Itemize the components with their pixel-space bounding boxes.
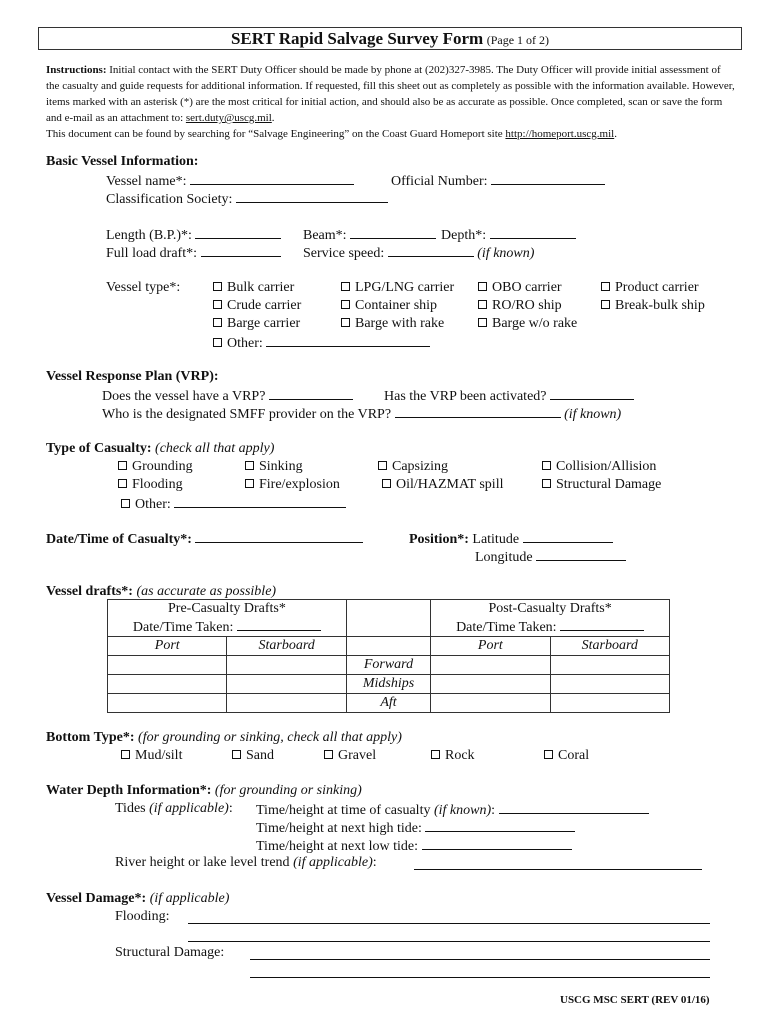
option-label: Structural Damage (556, 477, 662, 492)
bottom-note: (for grounding or sinking, check all that apply) (138, 730, 402, 745)
post-casualty-header: Post-Casualty Drafts* (431, 600, 670, 619)
option-label: Mud/silt (135, 748, 183, 763)
latitude-label: Latitude (472, 532, 520, 547)
option-label: Barge carrier (227, 316, 301, 331)
checkbox[interactable] (324, 750, 333, 759)
class-society-label: Classification Society: (106, 192, 233, 207)
class-society-field[interactable] (236, 190, 388, 203)
midships-label: Midships (346, 675, 430, 694)
vrp-q1-field[interactable] (269, 387, 353, 400)
vessel-type-product[interactable] (601, 280, 699, 296)
pre-starboard-header: Starboard (227, 637, 346, 656)
forward-label: Forward (346, 656, 430, 675)
basic-heading: Basic Vessel Information: (46, 154, 199, 169)
flooding-field-1[interactable] (188, 911, 710, 924)
high-tide-field[interactable] (425, 819, 575, 832)
checkbox[interactable] (213, 318, 222, 327)
draft-row (106, 244, 281, 262)
tide-if-known: (if known) (433, 803, 492, 818)
drafts-col-row (108, 637, 670, 656)
option-label: Barge with rake (355, 316, 445, 331)
page-indicator: (Page 1 of 2) (486, 33, 550, 47)
draft-field[interactable] (201, 244, 281, 257)
length-row (106, 226, 281, 244)
low-tide-field[interactable] (422, 837, 572, 850)
speed-label: Service speed: (303, 246, 385, 261)
datetime-label: Date/Time of Casualty*: (46, 532, 192, 547)
casualty-sinking[interactable] (245, 459, 303, 475)
bottom-gravel[interactable] (324, 748, 376, 764)
checkbox[interactable] (118, 479, 127, 488)
drafts-heading-row (46, 584, 276, 600)
class-society-row (106, 190, 388, 208)
length-label: Length (B.P.)*: (106, 228, 192, 243)
vessel-type-barge-rake[interactable] (341, 316, 444, 332)
blank-cell (346, 637, 430, 656)
damage-heading: Vessel Damage*: (46, 891, 147, 906)
instructions-text: Initial contact with the SERT Duty Officer should be made by phone at (202)327-3985. The Duty Officer will provide initial assessment of the casualty and guide requests for additional information. If requested, fill this sheet out as completely as possible with the information available. However, items marked with an asterisk (*) are the most critical for initial action, and should also be as accurate as possible. Once completed, scan or save the form and e-mail as an attachment to: (46, 64, 735, 124)
casualty-oil[interactable] (382, 477, 503, 493)
structural-field-1[interactable] (250, 947, 710, 960)
vessel-type-other[interactable] (213, 334, 430, 352)
depth-row (441, 226, 576, 244)
option-label: Grounding (132, 459, 193, 474)
casualty-collision[interactable] (542, 459, 656, 475)
casualty-fire[interactable] (245, 477, 340, 493)
speed-if-known: (if known) (477, 246, 535, 261)
vessel-type-obo[interactable] (478, 280, 562, 296)
instructions-period: . (271, 112, 275, 124)
datetime-row (46, 530, 363, 548)
vessel-name-field[interactable] (190, 172, 354, 185)
checkbox[interactable] (245, 479, 254, 488)
drafts-heading: Vessel drafts*: (46, 584, 133, 599)
casualty-heading-row (46, 441, 274, 457)
casualty-flooding[interactable] (118, 477, 183, 493)
longitude-label: Longitude (475, 550, 533, 565)
option-label: Crude carrier (227, 298, 302, 313)
bottom-rock[interactable] (431, 748, 475, 764)
form-title: SERT Rapid Salvage Survey Form (230, 29, 484, 48)
post-starboard-aft[interactable] (550, 694, 669, 713)
water-heading: Water Depth Information*: (46, 783, 212, 798)
checkbox[interactable] (341, 282, 350, 291)
checkbox[interactable] (544, 750, 553, 759)
beam-label: Beam*: (303, 228, 347, 243)
option-label: Oil/HAZMAT spill (396, 477, 504, 492)
position-row (409, 530, 613, 548)
post-starboard-forward[interactable] (550, 656, 669, 675)
river-field[interactable] (414, 857, 702, 870)
official-number-row (391, 172, 605, 190)
structural-label: Structural Damage: (115, 945, 225, 960)
damage-heading-row (46, 891, 229, 907)
vrp-q3 (102, 405, 621, 423)
option-label: Bulk carrier (227, 280, 295, 295)
casualty-capsizing[interactable] (378, 459, 448, 475)
vessel-type-crude[interactable] (213, 298, 301, 314)
low-tide-row (256, 837, 572, 855)
vessel-type-breakbulk[interactable] (601, 298, 705, 314)
checkbox[interactable] (478, 282, 487, 291)
tide-casualty-field[interactable] (499, 801, 649, 814)
vessel-type-barge-carrier[interactable] (213, 316, 300, 332)
vessel-name-row (106, 172, 354, 190)
vessel-type-roro[interactable] (478, 298, 562, 314)
option-label: Collision/Allision (556, 459, 657, 474)
pre-starboard-midships[interactable] (227, 675, 346, 694)
pre-port-midships[interactable] (108, 675, 227, 694)
post-port-midships[interactable] (431, 675, 550, 694)
casualty-note: (check all that apply) (155, 441, 275, 456)
checkbox[interactable] (213, 282, 222, 291)
vrp-q3-label: Who is the designated SMFF provider on the VRP? (102, 407, 392, 422)
official-number-label: Official Number: (391, 174, 488, 189)
checkbox[interactable] (341, 318, 350, 327)
tides-row: Tides (if applicable): (115, 801, 233, 816)
midships-row (108, 675, 670, 694)
river-label: River height or lake level trend (115, 855, 290, 870)
vrp-q2-label: Has the VRP been activated? (384, 389, 547, 404)
structural-field-2[interactable] (250, 965, 710, 978)
damage-note: (if applicable) (149, 891, 230, 906)
casualty-other[interactable] (121, 495, 346, 513)
post-port-aft[interactable] (431, 694, 550, 713)
vessel-type-label: Vessel type*: (106, 280, 181, 295)
speed-field[interactable] (388, 244, 474, 257)
vessel-type-container[interactable] (341, 298, 437, 314)
water-heading-row (46, 783, 362, 799)
pre-port-header: Port (108, 637, 227, 656)
post-taken-label: Date/Time Taken: (456, 620, 557, 635)
drafts-header-row (108, 600, 670, 619)
instructions-label: Instructions: (46, 64, 107, 76)
option-label: Coral (558, 748, 590, 763)
tide-casualty-row: Time/height at time of casualty (if known): (256, 801, 649, 819)
depth-label: Depth*: (441, 228, 487, 243)
latitude-field[interactable] (523, 530, 613, 543)
pre-taken-field[interactable] (237, 618, 321, 631)
vessel-type-lpg[interactable] (341, 280, 454, 296)
speed-row (303, 244, 534, 262)
official-number-field[interactable] (491, 172, 605, 185)
option-label: Fire/explosion (259, 477, 340, 492)
bottom-sand[interactable] (232, 748, 274, 764)
drafts-note: (as accurate as possible) (136, 584, 277, 599)
casualty-heading: Type of Casualty: (46, 441, 152, 456)
casualty-grounding[interactable] (118, 459, 193, 475)
checkbox[interactable] (601, 282, 610, 291)
checkbox[interactable] (478, 300, 487, 309)
option-label: Product carrier (615, 280, 699, 295)
vrp-heading: Vessel Response Plan (VRP): (46, 369, 219, 384)
draft-label: Full load draft*: (106, 246, 197, 261)
post-port-forward[interactable] (431, 656, 550, 675)
depth-field[interactable] (490, 226, 576, 239)
pre-port-aft[interactable] (108, 694, 227, 713)
post-starboard-header: Starboard (550, 637, 669, 656)
option-label: Sand (246, 748, 274, 763)
bottom-mud[interactable] (121, 748, 182, 764)
pre-starboard-aft[interactable] (227, 694, 346, 713)
checkbox[interactable] (542, 461, 551, 470)
high-tide-row (256, 819, 575, 837)
option-label: Sinking (259, 459, 303, 474)
form-title-box (38, 27, 742, 50)
position-label: Position*: (409, 532, 469, 547)
form-footer: USCG MSC SERT (REV 01/16) (560, 994, 710, 1006)
checkbox[interactable] (382, 479, 391, 488)
river-if-applicable: (if applicable) (293, 855, 373, 870)
pre-casualty-header: Pre-Casualty Drafts* (108, 600, 347, 619)
low-tide-label: Time/height at next low tide: (256, 839, 419, 854)
checkbox[interactable] (213, 300, 222, 309)
vrp-q1-label: Does the vessel have a VRP? (102, 389, 266, 404)
vrp-q3-field[interactable] (395, 405, 561, 418)
pre-taken (108, 618, 347, 637)
vessel-name-label: Vessel name*: (106, 174, 187, 189)
length-field[interactable] (195, 226, 281, 239)
tides-label: Tides (115, 801, 146, 816)
checkbox[interactable] (118, 461, 127, 470)
vrp-if-known: (if known) (564, 407, 622, 422)
checkbox[interactable] (341, 300, 350, 309)
post-taken-field[interactable] (560, 618, 644, 631)
vrp-q1 (102, 387, 353, 405)
email-link[interactable]: sert.duty@uscg.mil (185, 112, 272, 124)
drafts-table (107, 599, 670, 713)
beam-field[interactable] (350, 226, 436, 239)
post-port-header: Port (431, 637, 550, 656)
option-label: Break-bulk ship (615, 298, 705, 313)
flooding-field-2[interactable] (188, 929, 710, 942)
vessel-type-bulk[interactable] (213, 280, 294, 296)
checkbox[interactable] (213, 338, 222, 347)
tides-if-applicable: (if applicable) (149, 801, 229, 816)
longitude-field[interactable] (536, 548, 626, 561)
option-label: Barge w/o rake (492, 316, 578, 331)
checkbox[interactable] (232, 750, 241, 759)
casualty-other-field[interactable] (174, 495, 346, 508)
checkbox[interactable] (245, 461, 254, 470)
high-tide-label: Time/height at next high tide: (256, 821, 422, 836)
option-label: Container ship (355, 298, 438, 313)
pre-starboard-forward[interactable] (227, 656, 346, 675)
tide-casualty-label: Time/height at time of casualty (256, 803, 431, 818)
option-label: OBO carrier (492, 280, 562, 295)
datetime-field[interactable] (195, 530, 363, 543)
checkbox[interactable] (431, 750, 440, 759)
bottom-coral[interactable] (544, 748, 589, 764)
river-row: River height or lake level trend (if applicable): (115, 855, 377, 870)
checkbox[interactable] (542, 479, 551, 488)
beam-row (303, 226, 436, 244)
option-label: RO/RO ship (492, 298, 562, 313)
option-label: Rock (445, 748, 475, 763)
vrp-q2 (384, 387, 634, 405)
instructions (46, 62, 736, 142)
post-taken (431, 618, 670, 637)
flooding-label: Flooding: (115, 909, 170, 924)
checkbox[interactable] (601, 300, 610, 309)
option-label: Gravel (338, 748, 377, 763)
aft-row (108, 694, 670, 713)
water-note: (for grounding or sinking) (214, 783, 362, 798)
aft-label: Aft (346, 694, 430, 713)
option-label: LPG/LNG carrier (355, 280, 455, 295)
vrp-q2-field[interactable] (550, 387, 634, 400)
post-starboard-midships[interactable] (550, 675, 669, 694)
checkbox[interactable] (378, 461, 387, 470)
instructions-location: This document can be found by searching for “Salvage Engineering” on the Coast Guard Homeport site (46, 128, 506, 140)
blank-cell (346, 600, 430, 637)
homeport-link[interactable]: http://homeport.uscg.mil (505, 128, 615, 140)
instructions-period-2: . (614, 128, 617, 140)
option-label: Other: (227, 336, 263, 351)
option-label: Capsizing (392, 459, 448, 474)
forward-row (108, 656, 670, 675)
bottom-heading: Bottom Type*: (46, 730, 135, 745)
bottom-heading-row (46, 730, 402, 746)
checkbox[interactable] (121, 750, 130, 759)
pre-port-forward[interactable] (108, 656, 227, 675)
vessel-type-other-field[interactable] (266, 334, 430, 347)
longitude-row (475, 548, 626, 566)
pre-taken-label: Date/Time Taken: (132, 620, 234, 635)
checkbox[interactable] (121, 499, 130, 508)
checkbox[interactable] (478, 318, 487, 327)
vessel-type-barge-norake[interactable] (478, 316, 577, 332)
casualty-structural[interactable] (542, 477, 661, 493)
option-label: Flooding (132, 477, 183, 492)
option-label: Other: (135, 497, 171, 512)
